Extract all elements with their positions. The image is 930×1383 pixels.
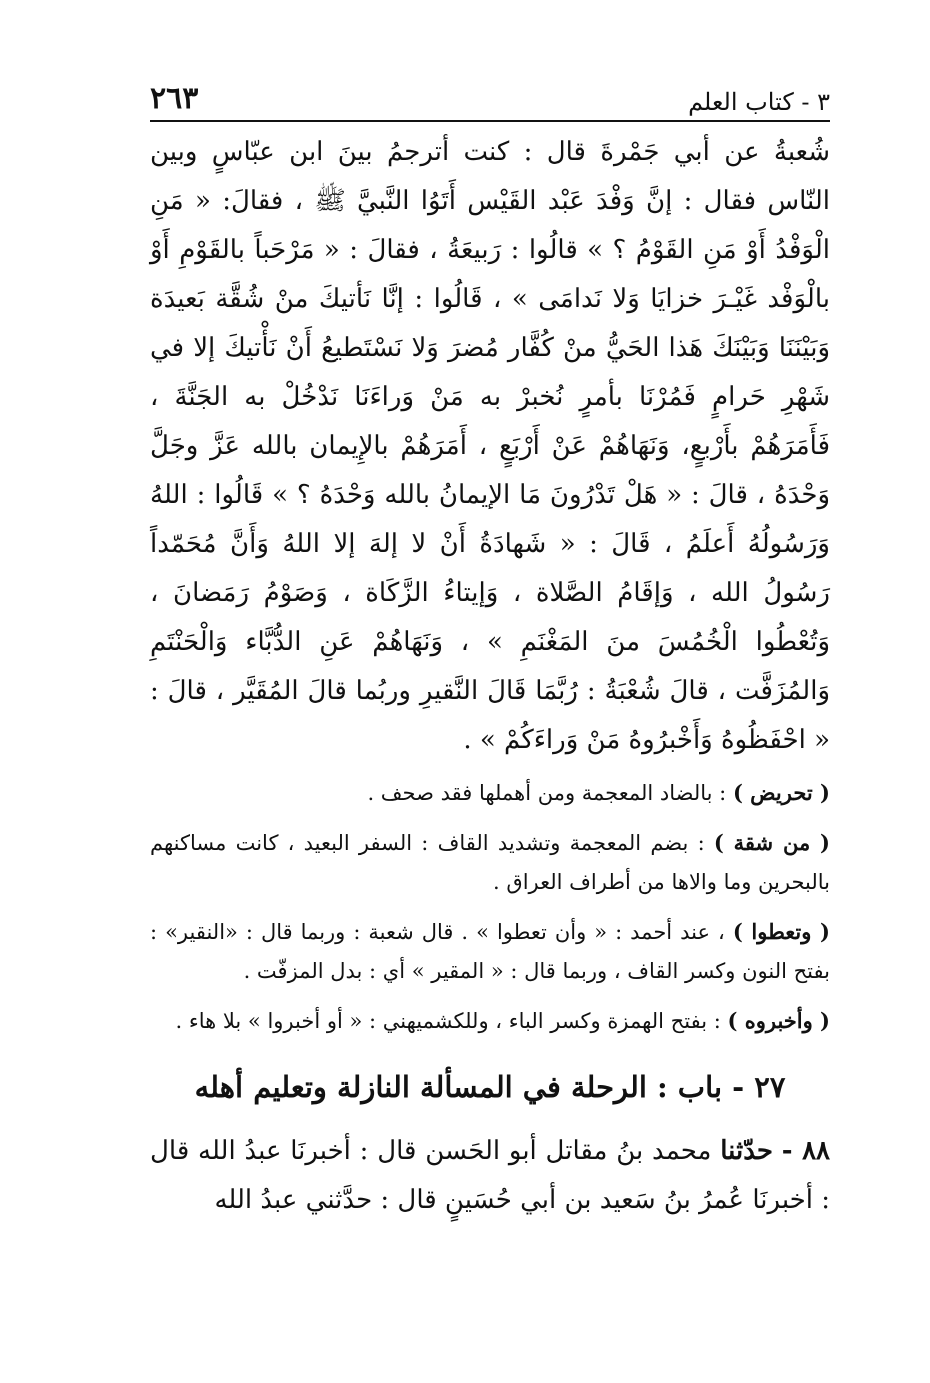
note-tahrid [150, 773, 830, 813]
hadith-88-text: محمد بنُ مقاتل أبو الحَسن قال : أخبرنَا عبدُ الله قال : أخبرنَا عُمرُ بنُ سَعيد بن أبي حُسَينٍ قال : حدَّثني عبدُ الله [150, 1136, 830, 1215]
note-text: : بفتح الهمزة وكسر الباء ، وللكشميهني : « أو أخبروا » بلا هاء . [175, 1009, 728, 1033]
note-term: ( وتعطوا ) [732, 919, 830, 944]
note-tutu [150, 912, 830, 991]
book-title: ٣ - كتاب العلم [688, 88, 830, 116]
hadith-text: شُعبةُ عن أبي جَمْرةَ قال : كنت أترجمُ بينَ ابن عبّاسٍ وبين النّاس فقال : إنَّ وَفْدَ عَبْد القَيْس أَتَوُا النَّبيَّ ﷺ ، فقالَ: « مَنِ الْوَفْدُ أَوْ مَنِ القَوْمُ ؟ » قالُوا : رَبيعَةُ ، فقالَ : « مَرْحَباً بالقَوْمِ أَوْ بالْوَفْد غَيْـرَ خزايَا وَلا نَدامَى » ، قَالُوا : إنَّا نَأتيكَ منْ شُقَّة بَعيدَة وَبَيْنَنَا وَبَيْنَكَ هَذا الحَيُّ منْ كُفَّار مُضرَ وَلا نَسْتَطيعُ أَنْ نَأْتيكَ إلا في شَهْرِ حَرامٍ فَمُرْنَا بأمرٍ نُخبرْ به مَنْ وَراءَنَا نَدْخُلْ به الجَنَّةَ ، فَأَمَرَهُمْ بأَرْبعٍ، وَنَهَاهُمْ عَنْ أَرْبَعٍ ، أَمَرَهُمْ بالإِيمان بالله عَزَّ وجَلَّ وَحْدَهُ ، قالَ : « هَلْ تَدْرُونَ مَا الإيمانُ بالله وَحْدَهُ ؟ » قَالُوا : اللهُ وَرَسُولُهُ أَعلَمُ ، قَالَ : « شَهادَةُ أَنْ لا إلهَ إلا اللهُ وَأَنَّ مُحَمّداً رَسُولُ الله ، وَإقَامُ الصَّلاة ، وَإيتاءُ الزَّكَاة ، وَصَوْمُ رَمَضانَ ، وَتُعْطُوا الْخُمُسَ منَ المَغْنَمِ » ، وَنَهَاهُمْ عَنِ الدُّبَّاء وَالْحَنْتَمِ وَالمُزَفَّت ، قالَ شُعْبَةُ : رُبَّمَا قَالَ النَّقيرِ وربُما قالَ المُقَيَّر ، قالَ : « احْفَظُوهُ وَأَخْبرُوهُ مَنْ وَراءَكُمْ » . [150, 137, 830, 755]
hadith-number: ٨٨ - [781, 1136, 831, 1166]
book-page [150, 70, 830, 1225]
note-term: ( وأخبروه ) [727, 1008, 830, 1033]
footnotes [150, 773, 830, 1041]
chapter-heading: ٢٧ - باب : الرحلة في المسألة النازلة وتعليم أهله [194, 1070, 786, 1104]
page-header [150, 70, 830, 116]
note-min-shuqqa [150, 823, 830, 902]
note-akhbiruhu [150, 1001, 830, 1041]
note-text: ، عند أحمد : « وأن تعطوا » . قال شعبة : وربما قال : «النقير» : بفتح النون وكسر القاف ، وربما قال : « المقير » أي : بدل المزفّت . [150, 920, 830, 983]
hadith-88 [150, 1127, 830, 1225]
page-number: ٢٦٣ [150, 81, 199, 116]
note-text: : بالضاد المعجمة ومن أهملها فقد صحف . [367, 781, 733, 805]
note-term: ( من شقة ) [713, 830, 830, 855]
note-text: : بضم المعجمة وتشديد القاف : السفر البعيد ، كانت مساكنهم بالبحرين وما والاها من أطراف العراق . [150, 831, 830, 894]
header-rule [150, 120, 830, 122]
hadith-lead: حدّثنا [720, 1136, 773, 1166]
note-term: ( تحريض ) [732, 780, 830, 805]
